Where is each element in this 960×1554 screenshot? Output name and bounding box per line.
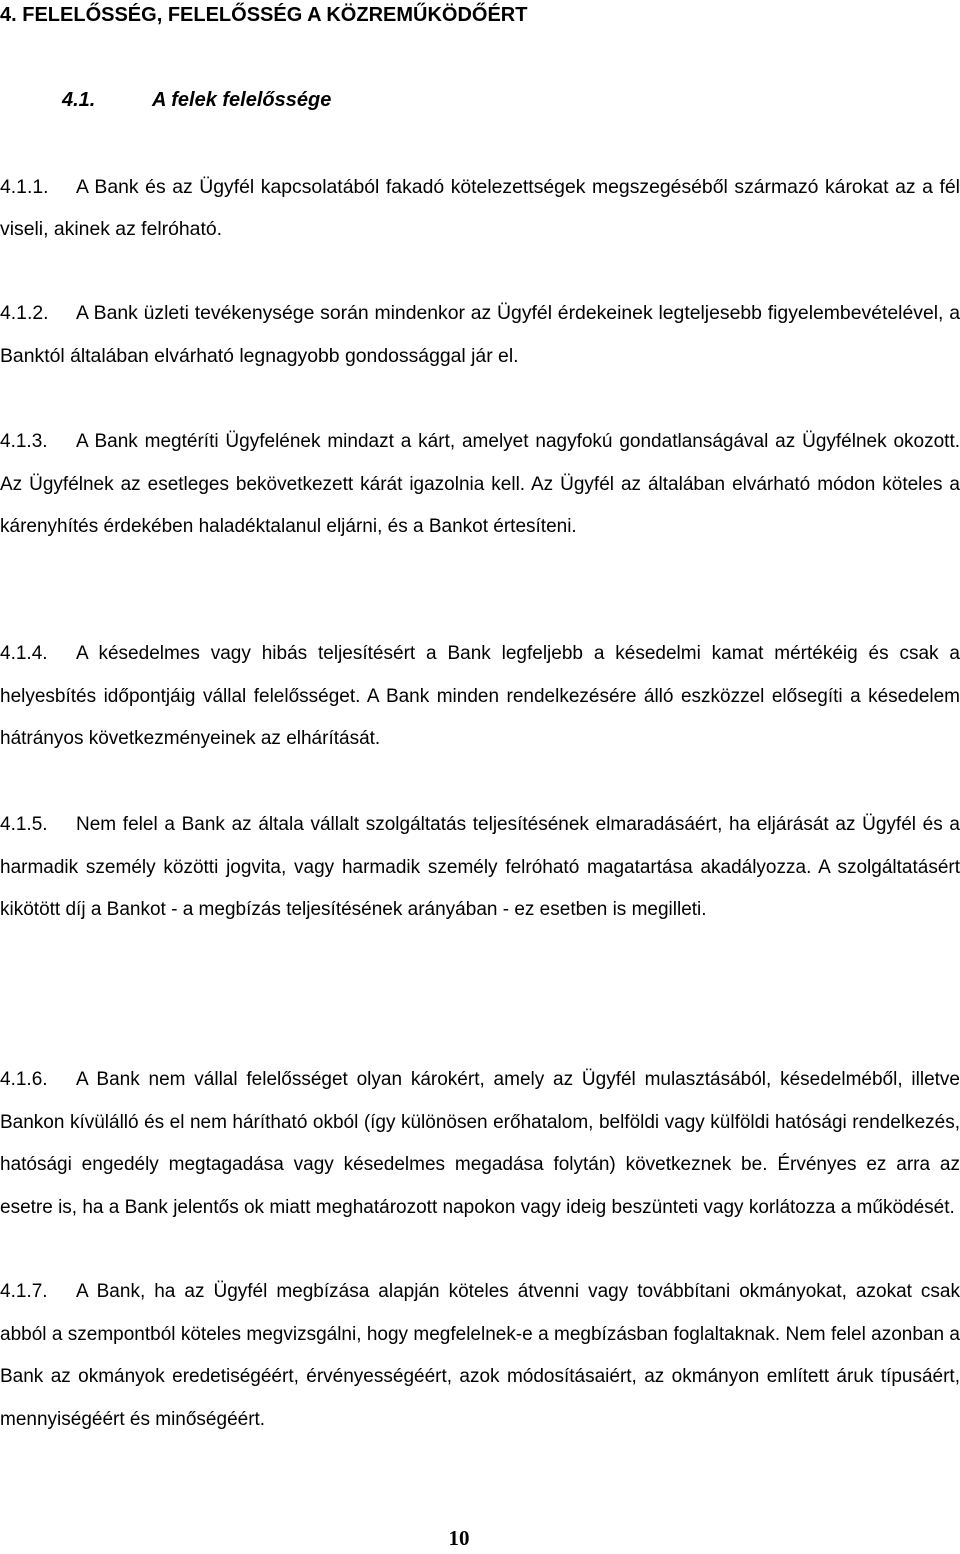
paragraph-text: Nem felel a Bank az általa vállalt szolgáltatás teljesítésének elmaradásáért, ha eljárását az Ügyfél és a harmadik személy közötti jogvita, vagy harmadik személy felróható magatartása akadályozza. A szolgáltatásért kikötött díj a Bankot - a megbízás teljesítésének arányában - ez esetben is megilleti. bbox=[0, 814, 960, 920]
paragraph-text: A Bank, ha az Ügyfél megbízása alapján köteles átvenni vagy továbbítani okmányokat, azokat csak abból a szempontból köteles megvizsgálni, hogy megfelelnek-e a megbízásban foglaltaknak. Nem felel azonban a Bank az okmányok eredetiségéért, érvényességéért, azok módosításaiért, az okmányon említett áruk típusáért, mennyiségéért és minőségéért. bbox=[0, 1281, 960, 1430]
paragraph-number: 4.1.6. bbox=[0, 1069, 48, 1090]
paragraph-4-1-3 bbox=[0, 421, 960, 549]
paragraph-text: A Bank üzleti tevékenysége során mindenkor az Ügyfél érdekeinek legteljesebb figyelembevételével, a Banktól általában elvárható legnagyobb gondossággal jár el. bbox=[0, 302, 960, 367]
paragraph-number: 4.1.3. bbox=[0, 431, 48, 452]
paragraph-text: A Bank nem vállal felelősséget olyan károkért, amely az Ügyfél mulasztásából, késedelméből, illetve Bankon kívülálló és el nem hárítható okból (így különösen erőhatalom, belföldi vagy külföldi hatósági rendelkezés, hatósági engedély megtagadása vagy késedelmes megadása folytán) következnek be. Érvényes ez arra az esetre is, ha a Bank jelentős ok miatt meghatározott napokon vagy ideig beszünteti vagy korlátozza a működését. bbox=[0, 1069, 960, 1218]
paragraph-number: 4.1.1. bbox=[0, 176, 49, 198]
paragraph-number: 4.1.2. bbox=[0, 302, 49, 324]
paragraph-text: A Bank megtéríti Ügyfelének mindazt a kárt, amelyet nagyfokú gondatlanságával az Ügyfélnek okozott. Az Ügyfélnek az esetleges bekövetkezett kárát igazolnia kell. Az Ügyfél az általában elvárható módon köteles a kárenyhítés érdekében haladéktalanul eljárni, és a Bankot értesíteni. bbox=[0, 431, 960, 537]
paragraph-4-1-4 bbox=[0, 633, 960, 761]
paragraph-number: 4.1.5. bbox=[0, 814, 48, 835]
subsection-heading bbox=[62, 87, 331, 113]
paragraph-4-1-2 bbox=[0, 292, 960, 377]
paragraph-number: 4.1.7. bbox=[0, 1281, 48, 1302]
paragraph-4-1-6 bbox=[0, 1059, 960, 1229]
paragraph-text: A Bank és az Ügyfél kapcsolatából fakadó kötelezettségek megszegéséből származó károkat az a fél viseli, akinek az felróható. bbox=[0, 176, 960, 240]
section-heading: 4. FELELŐSSÉG, FELELŐSSÉG A KÖZREMŰKÖDŐÉRT bbox=[0, 4, 528, 26]
subsection-number: 4.1. bbox=[62, 89, 96, 111]
paragraph-4-1-5 bbox=[0, 804, 960, 932]
paragraph-text: A késedelmes vagy hibás teljesítésért a Bank legfeljebb a késedelmi kamat mértékéig és csak a helyesbítés időpontjáig vállal felelősséget. A Bank minden rendelkezésére álló eszközzel elősegíti a késedelem hátrányos következményeinek az elhárítását. bbox=[0, 643, 960, 749]
paragraph-4-1-7 bbox=[0, 1271, 960, 1441]
subsection-title: A felek felelőssége bbox=[152, 89, 332, 111]
paragraph-number: 4.1.4. bbox=[0, 643, 48, 664]
page-number: 10 bbox=[448, 1526, 470, 1550]
paragraph-4-1-1 bbox=[0, 166, 960, 250]
